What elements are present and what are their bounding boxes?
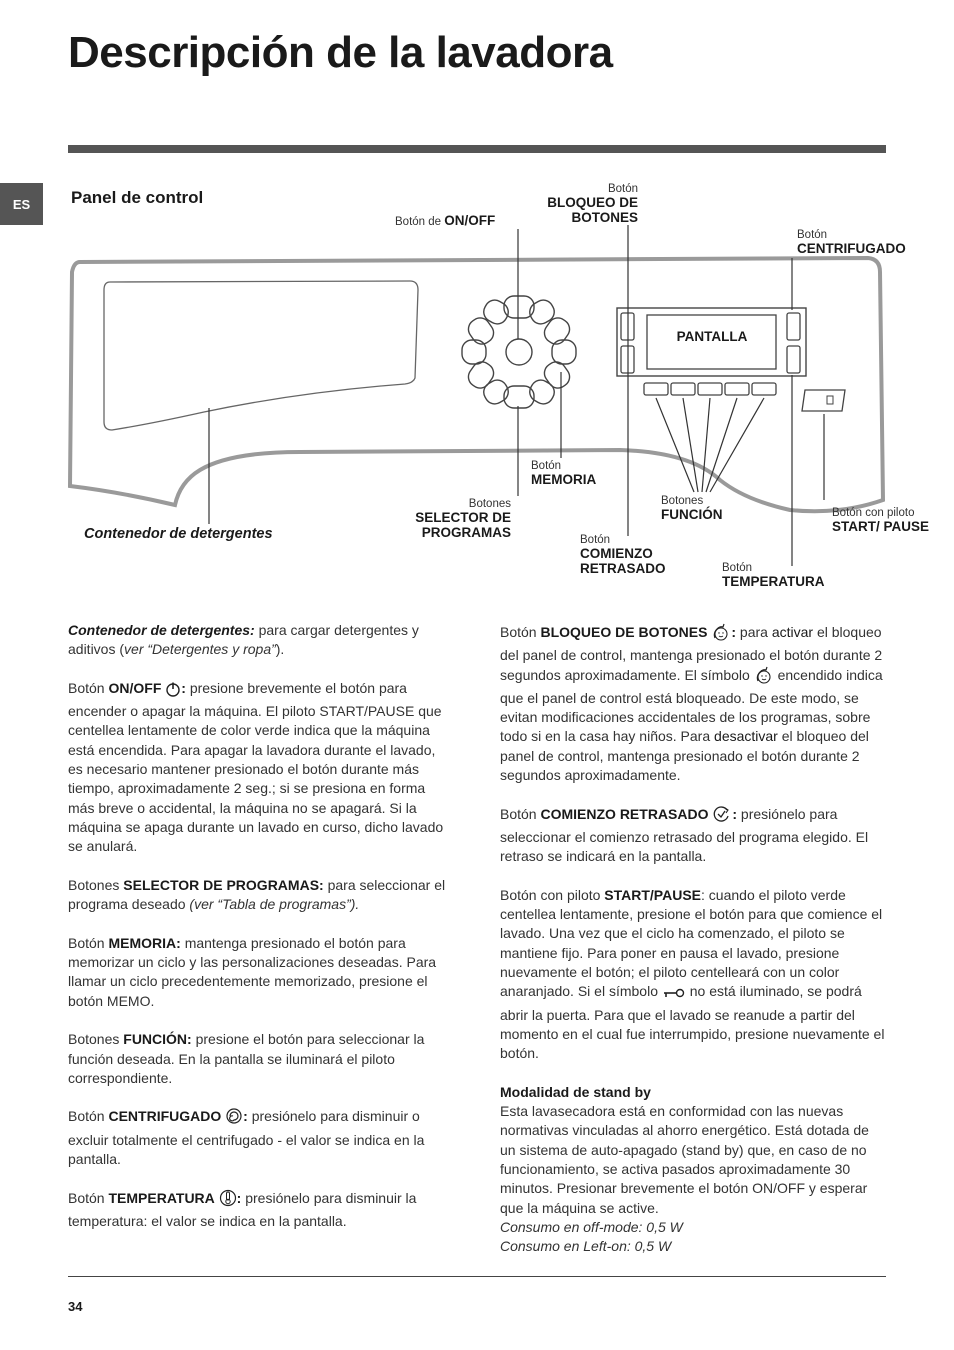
spin-icon [225, 1107, 243, 1130]
label-start-pause: Botón con piloto START/ PAUSE [832, 507, 930, 534]
display-label: PANTALLA [676, 329, 748, 344]
program-selector-buttons [462, 296, 576, 408]
right-column [500, 623, 888, 1257]
para-onoff: Botón ON/OFF : presione brevemente el botón para encender o apagar la máquina. El piloto START/PAUSE que centellea lentamente de color verde indica que la máquina está encendida. Para apagar la lavadora durante el lavado, es necesario mantener presionado el botón durante más tiempo, aproximadamente 2 seg.; si se presiona en forma más breve o accidental, la máquina no se apagará. Si la máquina se apaga durante un lavado en curso, dicho lavado se anulará. [68, 679, 444, 855]
standby-body: Esta lavasecadora está en conformidad con las nuevas normativas vinculadas al ahorro energético. Está dotada de un sistema de auto-apagado (stand by) que, en caso de no funcionamiento, se activa pasados aproximadamente 30 minutos. Presionar brevemente el botón ON/OFF y esperar que la máquina se active. [500, 1103, 869, 1216]
label-comienzo: Botón COMIENZO RETRASADO [580, 534, 666, 576]
standby-section [500, 1083, 888, 1257]
label-memoria: Botón MEMORIA [531, 460, 597, 487]
power-icon [165, 681, 181, 702]
function-buttons [644, 383, 776, 395]
label-centrifugado: Botón CENTRIFUGADO [797, 229, 906, 256]
para-centrifugado: Botón CENTRIFUGADO : presiónelo para disminuir o excluir totalmente el centrifugado - el valor se indica en la pantalla. [68, 1108, 425, 1168]
left-column [68, 621, 454, 1251]
para-start: Botón con piloto START/PAUSE: cuando el piloto verde centellea lentamente, presione el botón para que comience el lavado. Una vez que el ciclo ha comenzado, el piloto se mantiene fijo. Para poner en pausa el lavado, presione nuevamente el botón; el piloto centelleará con un color anaranjado. Si el símbolo no está iluminado, se podrá abrir la puerta. Para que el lavado se reanude a partir del momento en el cual fue interrumpido, presione nuevamente el botón. [500, 886, 885, 1062]
language-tab: ES [0, 183, 43, 225]
label-on-off: Botón de ON/OFF [395, 213, 496, 228]
detergent-drawer [104, 281, 418, 430]
standby-off-mode: Consumo en off-mode: 0,5 W [500, 1218, 683, 1235]
para-temperatura: Botón TEMPERATURA : presiónelo para disminuir la temperatura: el valor se indica en la pantalla. [68, 1189, 417, 1229]
spin-button [787, 313, 800, 340]
standby-heading: Modalidad de stand by [500, 1083, 651, 1100]
para-funcion: Botones FUNCIÓN: presione el botón para seleccionar la función deseada. En la pantalla se iluminará el piloto correspondiente. [68, 1031, 425, 1086]
para-contenedor: Contenedor de detergentes: para cargar detergentes y aditivos (ver “Detergentes y ropa”). [68, 622, 419, 658]
para-selector: Botones SELECTOR DE PROGRAMAS: para seleccionar el programa deseado (ver “Tabla de programas”). [68, 876, 446, 913]
page-title: Descripción de la lavadora [68, 28, 613, 77]
label-selector: Botones SELECTOR DE PROGRAMAS [415, 498, 511, 540]
panel-outline [70, 258, 883, 511]
label-bloqueo: Botón BLOQUEO DE BOTONES [547, 183, 638, 225]
page-number: 34 [68, 1299, 83, 1314]
door-lock-key-icon [662, 986, 686, 1005]
child-lock-icon [711, 623, 731, 646]
temperature-button [787, 346, 800, 373]
label-contenedor: Contenedor de detergentes [84, 526, 273, 542]
footer-rule [68, 1276, 886, 1277]
para-memoria: Botón MEMORIA: mantenga presionado el botón para memorizar un ciclo y las personalizaciones deseadas. Para llamar un ciclo precedentemente memorizado, presione el botón MEMO. [68, 934, 437, 1009]
standby-left-on: Consumo en Left-on: 0,5 W [500, 1238, 672, 1255]
label-temperatura: Botón TEMPERATURA [722, 562, 825, 589]
label-funcion: Botones FUNCIÓN [661, 495, 723, 522]
para-bloqueo: Botón BLOQUEO DE BOTONES : para activar el bloqueo del panel de control, mantenga presionado el botón durante 2 segundos aproximadamente. El símbolo encendido indica que el panel de control está bloqueado. De este modo, se evitan modificaciones accidentales de los programas, sobre todo si en la casa hay niños. Para desactivar el bloqueo del panel de control, mantenga presionado el botón durante 2 segundos aproximadamente. [500, 624, 883, 784]
child-lock-icon [754, 666, 774, 689]
section-heading: Panel de control [71, 188, 204, 207]
delay-timer-icon [712, 805, 732, 828]
start-pause-button [802, 390, 845, 411]
thermometer-icon [219, 1189, 237, 1212]
para-comienzo: Botón COMIENZO RETRASADO : presiónelo para seleccionar el comienzo retrasado del programa elegido. El retraso se indicará en la pantalla. [500, 805, 869, 865]
